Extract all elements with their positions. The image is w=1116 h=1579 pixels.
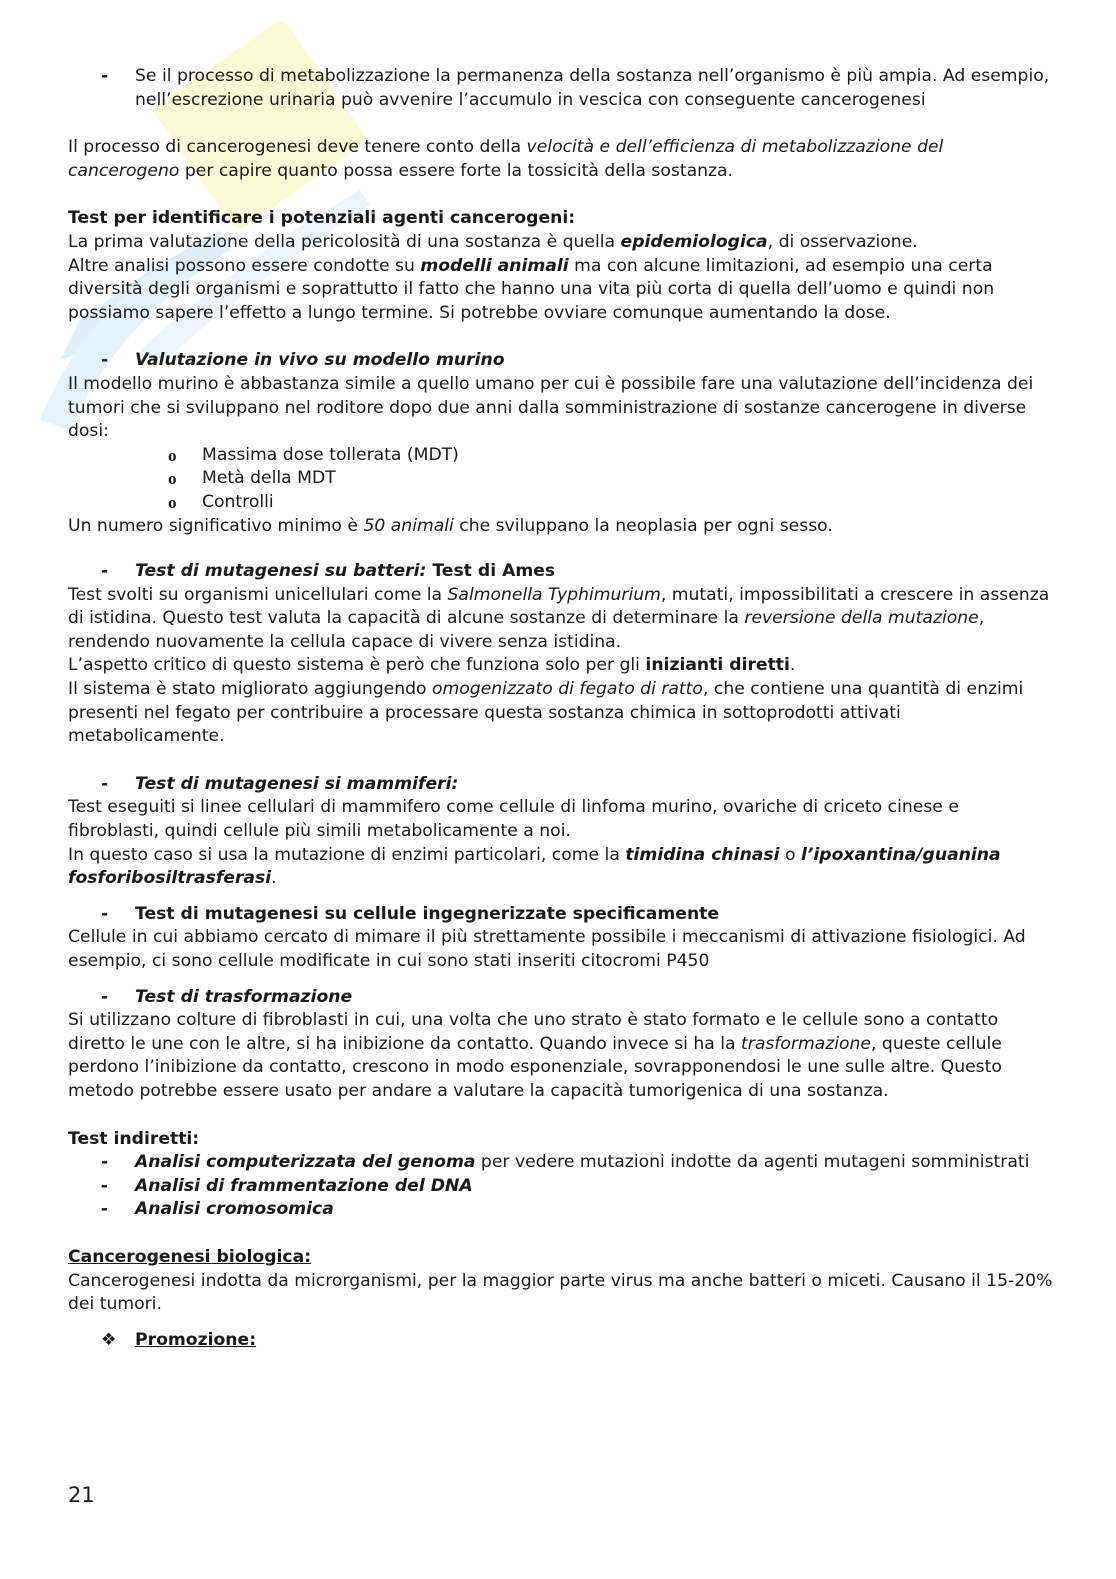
paragraph: Il sistema è stato migliorato aggiungendo omogenizzato di fegato di ratto, che contiene una quantità di enzimi presenti nel fegato per contribuire a processare questa sostanza chimica in sottoprodotti attivati metabolicamente. [68, 679, 1024, 747]
paragraph: La prima valutazione della pericolosità di una sostanza è quella epidemiologica, di osservazione. [68, 231, 918, 252]
dash-marker: - [101, 1152, 109, 1173]
list-item: - Analisi computerizzata del genoma per vedere mutazioni indotte da agenti mutageni somministrati [68, 1151, 1053, 1175]
sub-list-item: o Metà della MDT [68, 467, 1053, 491]
page-number: 21 [68, 1483, 95, 1507]
dash-marker: - [101, 903, 109, 924]
paragraph: Test svolti su organismi unicellulari come la Salmonella Typhimurium, mutati, impossibilitati a crescere in assenza di istidina. Questo test valuta la capacità di alcune sostanze di determinare la reversione della mutazione, rendendo nuovamente la cellula capace di vivere senza istidina. [68, 584, 1050, 652]
paragraph: Il processo di cancerogenesi deve tenere conto della velocità e dell’efficienza di metabolizzazione del cancerogeno per capire quanto possa essere forte la tossicità della sostanza. [68, 137, 944, 181]
dash-marker: - [101, 66, 109, 86]
section-heading: Test per identificare i potenziali agenti cancerogeni: [68, 208, 576, 229]
subsection-heading: - Valutazione in vivo su modello murino [68, 349, 1053, 373]
paragraph: Test eseguiti si linee cellulari di mammifero come cellule di linfoma murino, ovariche di criceto cinese e fibroblasti, quindi cellule più simili metabolicamente a noi. [68, 797, 959, 842]
diamond-bullet-icon: ❖ [101, 1329, 117, 1350]
list-item: - Analisi cromosomica [68, 1198, 1053, 1222]
dash-marker: - [101, 1175, 109, 1196]
dash-marker: - [101, 986, 109, 1007]
paragraph: Altre analisi possono essere condotte su modelli animali ma con alcune limitazioni, ad esempio una certa diversità degli organismi e soprattutto il fatto che hanno una vita più corta di quella dell’uomo e quindi non possiamo sapere l’effetto a lungo termine. Si potrebbe ovviare comunque aumentando la dose. [68, 255, 995, 323]
dash-marker: - [101, 561, 109, 582]
list-item: - Analisi di frammentazione del DNA [68, 1175, 1053, 1199]
subsection-heading: - Test di mutagenesi si mammiferi: [68, 773, 1053, 797]
paragraph: Cellule in cui abbiamo cercato di mimare il più strettamente possibile i meccanismi di attivazione fisiologici. Ad esempio, ci sono cellule modificate in cui sono stati inseriti citocromi P450 [68, 927, 1026, 971]
section-heading-promozione: ❖ Promozione: [68, 1329, 1053, 1353]
paragraph: Un numero significativo minimo è 50 animali che sviluppano la neoplasia per ogni sesso. [68, 515, 833, 536]
dash-marker: - [101, 1199, 109, 1220]
sub-list-item: o Massima dose tollerata (MDT) [68, 444, 1053, 468]
sub-list-item: o Controlli [68, 491, 1053, 515]
circle-marker: o [168, 492, 177, 512]
dash-marker: - [101, 773, 109, 794]
dash-marker: - [101, 350, 109, 371]
paragraph: Cancerogenesi indotta da microrganismi, per la maggior parte virus ma anche batteri o miceti. Causano il 15-20% dei tumori. [68, 1270, 1053, 1315]
circle-marker: o [168, 469, 177, 489]
paragraph: Si utilizzano colture di fibroblasti in cui, una volta che uno strato è stato formato e le cellule sono a contatto diretto le une con le altre, si ha inibizione da contatto. Quando invece si ha la trasformazione, queste cellule perdono l’inibizione da contatto, crescono in modo esponenziale, sovrapponendosi le une sulle altre. Questo metodo potrebbe essere usato per andare a valutare la capacità tumorigenica di una sostanza. [68, 1010, 1002, 1101]
subsection-heading: - Test di trasformazione [68, 986, 1053, 1010]
list-item: - Se il processo di metabolizzazione la permanenza della sostanza nell’organismo è più ampia. Ad esempio, nell’escrezione urinaria può avvenire l’accumulo in vescica con conseguente cancerogenesi [101, 66, 1050, 110]
paragraph: L’aspetto critico di questo sistema è però che funziona solo per gli inizianti diretti. [68, 655, 796, 676]
circle-marker: o [168, 445, 177, 465]
paragraph: Il modello murino è abbastanza simile a quello umano per cui è possibile fare una valutazione dell’incidenza dei tumori che si sviluppano nel roditore dopo due anni dalla somministrazione di sostanze cancerogene in diverse dosi: [68, 373, 1034, 442]
subsection-heading: - Test di mutagenesi su cellule ingegnerizzate specificamente [68, 903, 1053, 927]
section-heading: Test indiretti: [68, 1128, 200, 1149]
subsection-heading: - Test di mutagenesi su batteri: Test di Ames [68, 560, 1053, 584]
page-content [68, 65, 1053, 1352]
section-heading: Cancerogenesi biologica: [68, 1246, 312, 1267]
paragraph: In questo caso si usa la mutazione di enzimi particolari, come la timidina chinasi o l’ipoxantina/guanina fosforibosiltrasferasi. [68, 844, 1001, 889]
